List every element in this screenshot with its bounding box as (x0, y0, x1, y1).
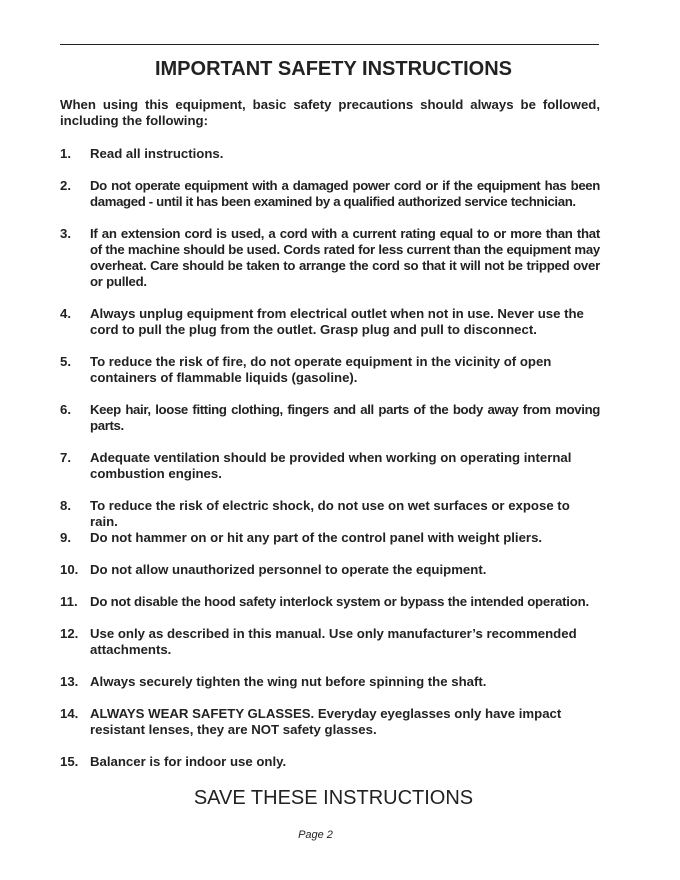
item-number: 1. (60, 146, 71, 161)
item-number: 12. (60, 626, 79, 641)
list-item (60, 626, 600, 658)
item-text: ALWAYS WEAR SAFETY GLASSES. Everyday eyeglasses only have impact resistant lenses, they are NOT safety glasses. (90, 706, 562, 737)
list-item (60, 146, 600, 162)
item-text: Always unplug equipment from electrical outlet when not in use. Never use the cord to pull the plug from the outlet. Grasp plug and pull to disconnect. (90, 306, 584, 337)
list-item (60, 178, 600, 210)
list-item (60, 706, 600, 738)
item-number: 8. (60, 498, 71, 513)
item-text: Do not allow unauthorized personnel to operate the equipment. (90, 562, 487, 577)
item-number: 15. (60, 754, 79, 769)
item-number: 10. (60, 562, 79, 577)
item-text: Use only as described in this manual. Use only manufacturer’s recommended attachments. (90, 626, 577, 657)
item-text: To reduce the risk of fire, do not operate equipment in the vicinity of open containers of flammable liquids (gasoline). (90, 354, 552, 385)
item-number: 14. (60, 706, 79, 721)
top-rule (60, 44, 599, 45)
list-item (60, 226, 600, 290)
item-number: 4. (60, 306, 71, 321)
item-text: Do not disable the hood safety interlock system or bypass the intended operation. (90, 594, 589, 609)
item-number: 13. (60, 674, 79, 689)
item-number: 6. (60, 402, 71, 417)
item-text: Do not hammer on or hit any part of the control panel with weight pliers. (90, 530, 543, 545)
item-text: Keep hair, loose fitting clothing, fingers and all parts of the body away from moving parts. (90, 402, 600, 433)
list-item (60, 674, 600, 690)
item-text: Read all instructions. (90, 146, 224, 161)
page-number: Page 2 (298, 829, 333, 841)
list-item (60, 594, 600, 610)
list-item (60, 498, 600, 530)
item-number: 2. (60, 178, 71, 193)
item-number: 7. (60, 450, 71, 465)
list-item (60, 754, 600, 770)
item-number: 5. (60, 354, 71, 369)
item-text: Do not operate equipment with a damaged power cord or if the equipment has been damaged - until it has been examined by a qualified authorized service technician. (90, 178, 600, 209)
save-instructions-heading: SAVE THESE INSTRUCTIONS (193, 787, 474, 809)
list-item (60, 402, 600, 434)
page-title: IMPORTANT SAFETY INSTRUCTIONS (154, 58, 513, 80)
list-item (60, 354, 600, 386)
list-item (60, 450, 600, 482)
list-item (60, 306, 600, 338)
item-text: Adequate ventilation should be provided when working on operating internal combustion engines. (90, 450, 572, 481)
item-text: Balancer is for indoor use only. (90, 754, 287, 769)
list-item (60, 530, 600, 546)
list-item (60, 562, 600, 578)
item-number: 11. (60, 594, 78, 609)
item-number: 3. (60, 226, 71, 241)
item-text: If an extension cord is used, a cord with a current rating equal to or more than that of the machine should be used. Cords rated for less current than the equipment may overheat. Care should be taken to arrange the cord so that it will not be tripped over or pulled. (90, 226, 600, 289)
item-number: 9. (60, 530, 71, 545)
item-text: To reduce the risk of electric shock, do not use on wet surfaces or expose to rain. (90, 498, 570, 529)
item-text: Always securely tighten the wing nut before spinning the shaft. (90, 674, 487, 689)
intro-paragraph: When using this equipment, basic safety precautions should always be followed, including the following: (60, 97, 600, 128)
